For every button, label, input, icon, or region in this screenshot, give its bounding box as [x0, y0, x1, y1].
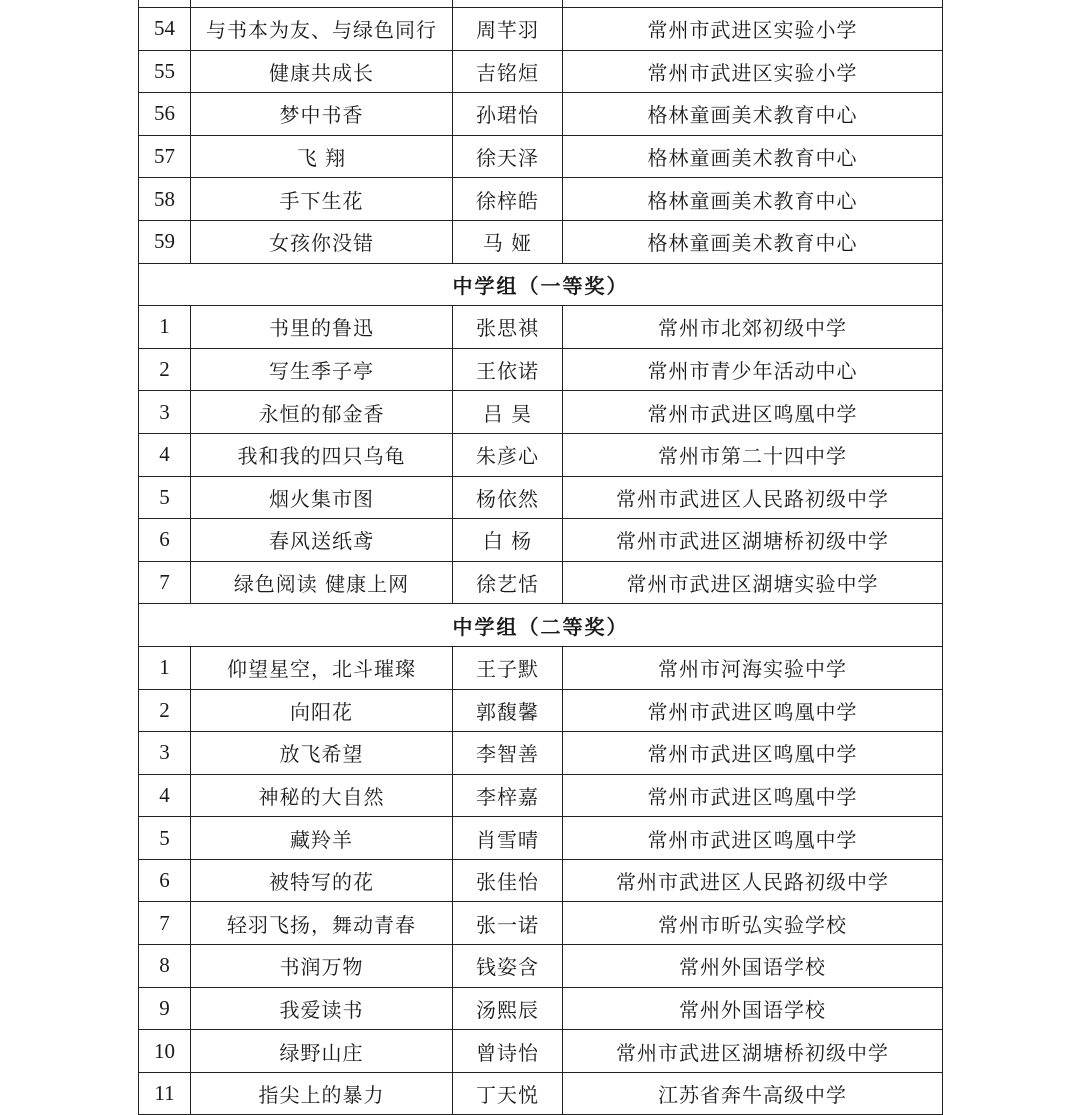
cell-edge: [191, 0, 453, 8]
table-row: [139, 1030, 943, 1073]
cell-work-title: 书润万物: [191, 945, 453, 988]
table-row: [139, 391, 943, 434]
cell-school: 常州市武进区鸣凰中学: [563, 732, 943, 775]
cell-number: 1: [139, 306, 191, 349]
cell-author-name: 肖雪晴: [453, 817, 563, 860]
cell-work-title: 写生季子亭: [191, 348, 453, 391]
cell-number: 2: [139, 689, 191, 732]
cell-school: 常州市武进区鸣凰中学: [563, 774, 943, 817]
cell-work-title: 与书本为友、与绿色同行: [191, 8, 453, 51]
cell-author-name: 徐梓皓: [453, 178, 563, 221]
cell-number: 8: [139, 945, 191, 988]
cell-author-name: 徐天泽: [453, 135, 563, 178]
cell-author-name: 张佳怡: [453, 859, 563, 902]
cell-author-name: 白 杨: [453, 519, 563, 562]
cell-work-title: 放飞希望: [191, 732, 453, 775]
cell-number: 6: [139, 519, 191, 562]
table-row: [139, 8, 943, 51]
cell-number: 57: [139, 135, 191, 178]
cell-work-title: 我和我的四只乌龟: [191, 433, 453, 476]
cell-number: 7: [139, 561, 191, 604]
cell-work-title: 绿野山庄: [191, 1030, 453, 1073]
cell-school: 常州市武进区湖塘桥初级中学: [563, 519, 943, 562]
table-row: [139, 348, 943, 391]
cell-work-title: 仰望星空，北斗璀璨: [191, 646, 453, 689]
table-row: [139, 135, 943, 178]
cell-work-title: 手下生花: [191, 178, 453, 221]
cell-number: 59: [139, 220, 191, 263]
table-row: [139, 178, 943, 221]
cell-work-title: 绿色阅读 健康上网: [191, 561, 453, 604]
table-row: [139, 1072, 943, 1115]
table-row: [139, 902, 943, 945]
cell-school: 江苏省奔牛高级中学: [563, 1072, 943, 1115]
cell-author-name: 郭馥馨: [453, 689, 563, 732]
cell-author-name: 杨依然: [453, 476, 563, 519]
cell-school: 常州外国语学校: [563, 945, 943, 988]
cell-school: 常州市第二十四中学: [563, 433, 943, 476]
cell-author-name: 王子默: [453, 646, 563, 689]
cell-school: 常州市武进区实验小学: [563, 50, 943, 93]
cell-author-name: 汤熙辰: [453, 987, 563, 1030]
cell-work-title: 健康共成长: [191, 50, 453, 93]
section-heading-row: [139, 604, 943, 647]
table-row: [139, 817, 943, 860]
cell-work-title: 神秘的大自然: [191, 774, 453, 817]
cell-number: 4: [139, 433, 191, 476]
cell-number: 3: [139, 732, 191, 775]
cell-author-name: 吕 昊: [453, 391, 563, 434]
cell-author-name: 李智善: [453, 732, 563, 775]
cell-work-title: 烟火集市图: [191, 476, 453, 519]
table-row: [139, 306, 943, 349]
cell-number: 2: [139, 348, 191, 391]
cell-author-name: 张思祺: [453, 306, 563, 349]
cell-work-title: 春风送纸鸢: [191, 519, 453, 562]
cell-author-name: 周芊羽: [453, 8, 563, 51]
table-row: [139, 689, 943, 732]
cell-work-title: 书里的鲁迅: [191, 306, 453, 349]
cell-school: 常州市武进区人民路初级中学: [563, 476, 943, 519]
table-row: [139, 433, 943, 476]
table-row: [139, 774, 943, 817]
cell-author-name: 徐艺恬: [453, 561, 563, 604]
cell-number: 55: [139, 50, 191, 93]
cell-number: 6: [139, 859, 191, 902]
table-row: [139, 476, 943, 519]
cell-number: 10: [139, 1030, 191, 1073]
section-heading-row: [139, 263, 943, 306]
table-row: [139, 732, 943, 775]
cell-author-name: 张一诺: [453, 902, 563, 945]
cell-work-title: 被特写的花: [191, 859, 453, 902]
table-row: [139, 519, 943, 562]
cell-edge: [139, 0, 191, 8]
cell-school: 常州外国语学校: [563, 987, 943, 1030]
cell-school: 常州市武进区鸣凰中学: [563, 689, 943, 732]
cell-work-title: 轻羽飞扬，舞动青春: [191, 902, 453, 945]
cell-work-title: 飞 翔: [191, 135, 453, 178]
cell-edge: [563, 0, 943, 8]
table-row: [139, 646, 943, 689]
cell-author-name: 曾诗怡: [453, 1030, 563, 1073]
cell-school: 格林童画美术教育中心: [563, 135, 943, 178]
cell-school: 格林童画美术教育中心: [563, 93, 943, 136]
cell-number: 7: [139, 902, 191, 945]
table-row: [139, 859, 943, 902]
cell-number: 1: [139, 646, 191, 689]
cell-work-title: 藏羚羊: [191, 817, 453, 860]
cell-school: 常州市武进区人民路初级中学: [563, 859, 943, 902]
cell-author-name: 孙珺怡: [453, 93, 563, 136]
cell-school: 常州市武进区鸣凰中学: [563, 817, 943, 860]
cell-school: 常州市北郊初级中学: [563, 306, 943, 349]
cell-author-name: 钱姿含: [453, 945, 563, 988]
cell-school: 常州市青少年活动中心: [563, 348, 943, 391]
section-heading: 中学组（二等奖）: [139, 604, 943, 647]
cell-school: 格林童画美术教育中心: [563, 178, 943, 221]
cell-number: 11: [139, 1072, 191, 1115]
cell-author-name: 丁天悦: [453, 1072, 563, 1115]
cell-work-title: 向阳花: [191, 689, 453, 732]
cell-number: 58: [139, 178, 191, 221]
award-list-table: [138, 0, 943, 1115]
cell-work-title: 永恒的郁金香: [191, 391, 453, 434]
cell-edge: [453, 0, 563, 8]
cell-number: 54: [139, 8, 191, 51]
cell-school: 常州市武进区鸣凰中学: [563, 391, 943, 434]
table-row: [139, 987, 943, 1030]
cell-work-title: 梦中书香: [191, 93, 453, 136]
table-row: [139, 945, 943, 988]
cell-number: 56: [139, 93, 191, 136]
cell-number: 9: [139, 987, 191, 1030]
table-row: [139, 93, 943, 136]
cell-school: 常州市武进区实验小学: [563, 8, 943, 51]
cell-school: 常州市河海实验中学: [563, 646, 943, 689]
table-row: [139, 561, 943, 604]
cell-number: 5: [139, 817, 191, 860]
cell-work-title: 女孩你没错: [191, 220, 453, 263]
cell-number: 5: [139, 476, 191, 519]
cell-number: 3: [139, 391, 191, 434]
table-top-edge: [139, 0, 943, 8]
cell-work-title: 我爱读书: [191, 987, 453, 1030]
cell-number: 4: [139, 774, 191, 817]
section-heading: 中学组（一等奖）: [139, 263, 943, 306]
cell-school: 常州市武进区湖塘桥初级中学: [563, 1030, 943, 1073]
cell-author-name: 吉铭烜: [453, 50, 563, 93]
cell-work-title: 指尖上的暴力: [191, 1072, 453, 1115]
cell-author-name: 李梓嘉: [453, 774, 563, 817]
cell-author-name: 王依诺: [453, 348, 563, 391]
table-row: [139, 220, 943, 263]
cell-author-name: 朱彦心: [453, 433, 563, 476]
cell-school: 常州市昕弘实验学校: [563, 902, 943, 945]
cell-author-name: 马 娅: [453, 220, 563, 263]
award-list-body: [139, 0, 943, 1115]
table-row: [139, 50, 943, 93]
cell-school: 格林童画美术教育中心: [563, 220, 943, 263]
cell-school: 常州市武进区湖塘实验中学: [563, 561, 943, 604]
